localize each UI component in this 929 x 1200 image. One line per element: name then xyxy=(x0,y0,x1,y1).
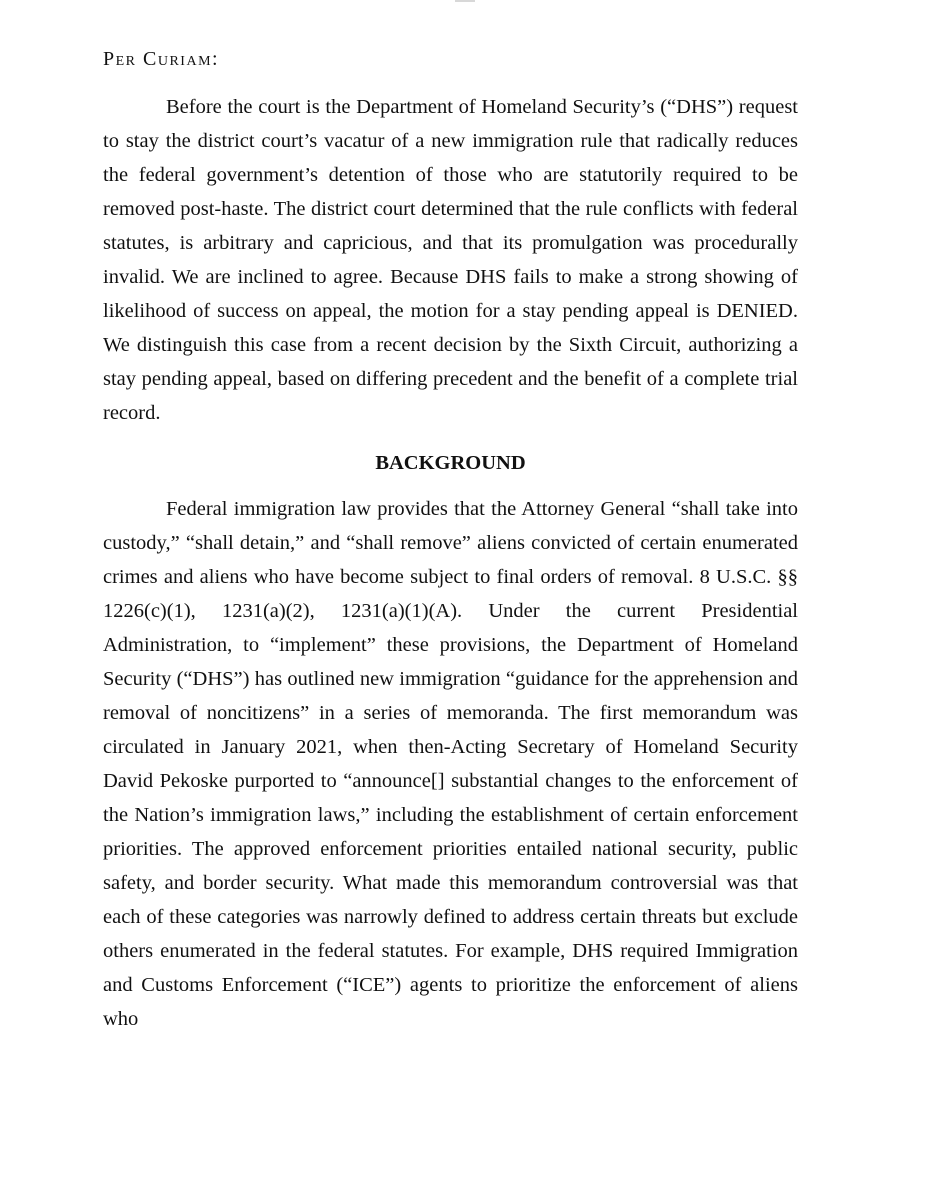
page-top-mark xyxy=(455,0,475,2)
opening-paragraph: Before the court is the Department of Homeland Security’s (“DHS”) request to stay the district court’s vacatur of a new immigration rule that radically reduces the federal government’s detention of those who are statutorily required to be removed post-haste. The district court determined that the rule conflicts with federal statutes, is arbitrary and capricious, and that its promulgation was procedurally invalid. We are inclined to agree. Because DHS fails to make a strong showing of likelihood of success on appeal, the motion for a stay pending appeal is DENIED. We distinguish this case from a recent decision by the Sixth Circuit, authorizing a stay pending appeal, based on differing precedent and the benefit of a complete trial record. xyxy=(103,96,798,424)
background-paragraph: Federal immigration law provides that the Attorney General “shall take into custody,” “shall detain,” and “shall remove” aliens convicted of certain enumerated crimes and aliens who have become subject to final orders of removal. 8 U.S.C. §§ 1226(c)(1), 1231(a)(2), 1231(a)(1)(A). Under the current Presidential Administration, to “implement” these provisions, the Department of Homeland Security (“DHS”) has outlined new immigration “guidance for the apprehension and removal of noncitizens” in a series of memoranda. The first memorandum was circulated in January 2021, when then-Acting Secretary of Homeland Security David Pekoske purported to “announce[] substantial changes to the enforcement of the Nation’s immigration laws,” including the establishment of certain enforcement priorities. The approved enforcement priorities entailed national security, public safety, and border security. What made this memorandum controversial was that each of these categories was narrowly defined to address certain threats but exclude others enumerated in the federal statutes. For example, DHS required Immigration and Customs Enforcement (“ICE”) agents to prioritize the enforcement of aliens who xyxy=(103,498,798,1030)
section-heading-background: BACKGROUND xyxy=(375,452,526,474)
per-curiam-label: Per Curiam: xyxy=(103,48,220,70)
document-page xyxy=(103,44,798,1036)
